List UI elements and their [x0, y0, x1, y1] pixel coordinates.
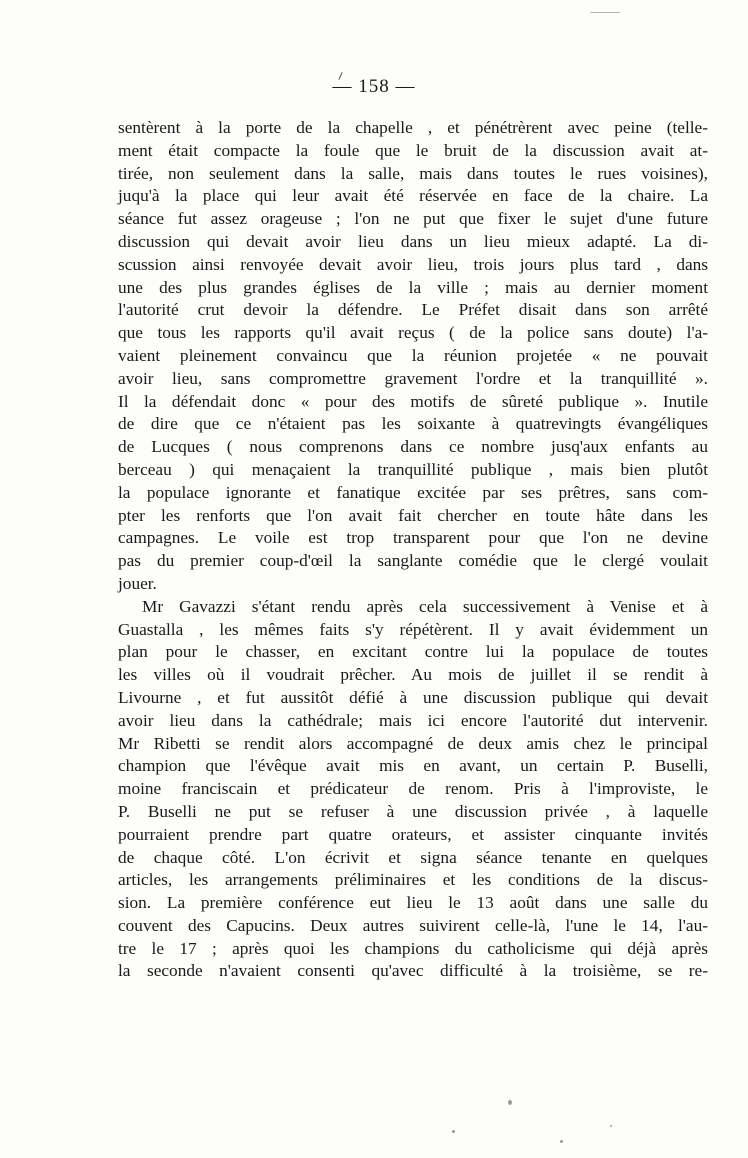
text-line: avoir lieu, sans compromettre gravement l'ordre et la tranquillité ».: [118, 368, 708, 388]
text-line: pourraient prendre part quatre orateurs, et assister cinquante invités: [118, 824, 708, 844]
text-line: couvent des Capucins. Deux autres suivirent celle-là, l'une le 14, l'au-: [118, 915, 708, 935]
text-line: juqu'à la place qui leur avait été réservée en face de la chaire. La: [118, 186, 708, 206]
text-line: la seconde n'avaient consenti qu'avec difficulté à la troisième, se re-: [118, 961, 708, 981]
page-number: — 158 —: [332, 76, 416, 97]
text-line: discussion qui devait avoir lieu dans un lieu mieux adapté. La di-: [118, 231, 708, 251]
text-line: séance fut assez orageuse ; l'on ne put que fixer le sujet d'une future: [118, 209, 708, 229]
scan-artifact-line: [590, 12, 620, 13]
text-line: scussion ainsi renvoyée devait avoir lieu, trois jours plus tard , dans: [118, 254, 708, 274]
text-line: tirée, non seulement dans la salle, mais dans toutes le rues voisines),: [118, 163, 708, 183]
body-text: [118, 117, 708, 983]
text-line: l'autorité crut devoir la défendre. Le Préfet disait dans son arrêté: [118, 300, 708, 320]
scan-speck: [560, 1140, 563, 1143]
scan-speck: [452, 1130, 455, 1133]
scan-speck: [508, 1100, 512, 1105]
text-line: pas du premier coup-d'œil la sanglante comédie que le clergé voulait: [118, 551, 708, 571]
text-line: les villes où il voudrait prêcher. Au mois de juillet il se rendit à: [118, 665, 708, 685]
text-line: Mr Gavazzi s'étant rendu après cela successivement à Venise et à: [142, 596, 708, 616]
scan-speck: [610, 1125, 612, 1127]
text-line: de Lucques ( nous comprenons dans ce nombre jusq'aux enfants au: [118, 437, 708, 457]
text-line: de chaque côté. L'on écrivit et signa séance tenante en quelques: [118, 847, 708, 867]
text-line: avoir lieu dans la cathédrale; mais ici encore l'autorité dut intervenir.: [118, 710, 708, 730]
text-line: articles, les arrangements préliminaires et les conditions de la discus-: [118, 870, 708, 890]
text-line: jouer.: [118, 573, 157, 593]
text-line: plan pour le chasser, en excitant contre lui la populace de toutes: [118, 642, 708, 662]
text-line: campagnes. Le voile est trop transparent pour que l'on ne devine: [118, 528, 708, 548]
text-line: sentèrent à la porte de la chapelle , et pénétrèrent avec peine (telle-: [118, 118, 708, 137]
paragraph: [118, 117, 708, 596]
text-line: Livourne , et fut aussitôt défié à une discussion publique qui devait: [118, 687, 708, 707]
text-line: pter les renforts que l'on avait fait chercher en toute hâte dans les: [118, 505, 708, 525]
paragraph: [118, 596, 708, 984]
text-line: Guastalla , les mêmes faits s'y répétèrent. Il y avait évidemment un: [118, 619, 708, 639]
text-line: sion. La première conférence eut lieu le 13 août dans une salle du: [118, 893, 708, 913]
text-line: de dire que ce n'étaient pas les soixante à quatrevingts évangéliques: [118, 414, 708, 434]
text-line: vaient pleinement convaincu que la réunion projetée « ne pouvait: [118, 345, 708, 365]
text-line: que tous les rapports qu'il avait reçus ( de la police sans doute) l'a-: [118, 323, 708, 343]
text-line: Il la défendait donc « pour des motifs de sûreté publique ». Inutile: [118, 391, 708, 411]
text-line: tre le 17 ; après quoi les champions du catholicisme qui déjà après: [118, 938, 708, 958]
text-line: berceau ) qui menaçaient la tranquillité publique , mais bien plutôt: [118, 459, 708, 479]
text-line: ment était compacte la foule que le bruit de la discussion avait at-: [118, 140, 708, 160]
text-line: P. Buselli ne put se refuser à une discussion privée , à laquelle: [118, 801, 708, 821]
text-line: Mr Ribetti se rendit alors accompagné de deux amis chez le principal: [118, 733, 708, 753]
text-line: moine franciscain et prédicateur de renom. Pris à l'improviste, le: [118, 779, 708, 799]
text-line: la populace ignorante et fanatique excitée par ses prêtres, sans com-: [118, 482, 708, 502]
text-line: champion que l'évêque avait mis en avant, un certain P. Buselli,: [118, 756, 708, 776]
text-line: une des plus grandes églises de la ville ; mais au dernier moment: [118, 277, 708, 297]
